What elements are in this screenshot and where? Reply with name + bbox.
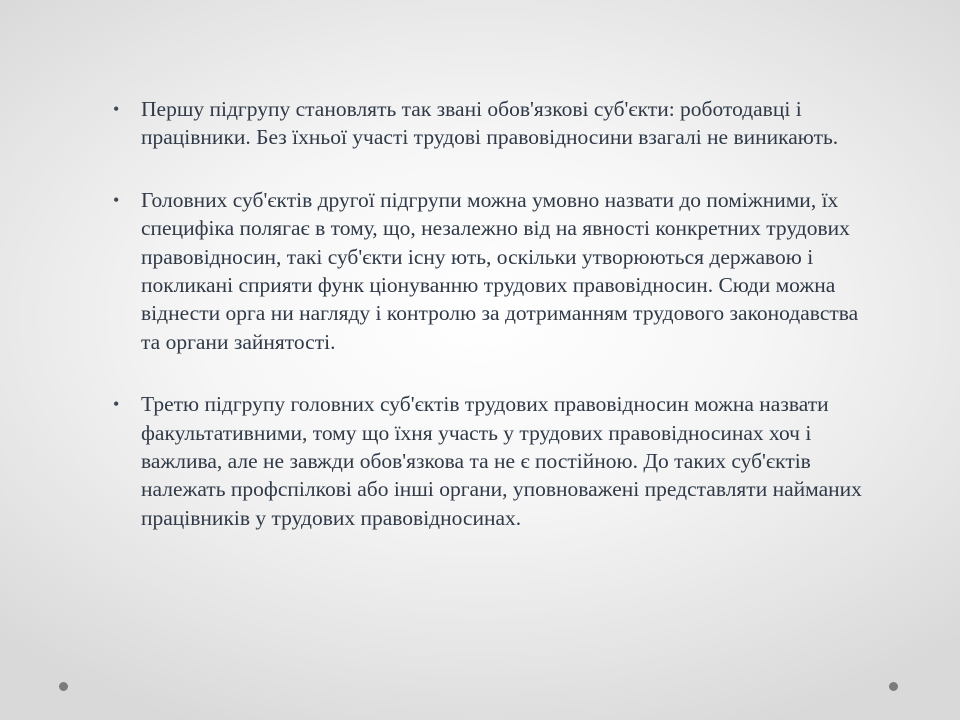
decorative-dot-right: [889, 682, 898, 691]
bullet-marker: •: [113, 99, 120, 119]
bullet-text: Третю підгрупу головних суб'єктів трудових правовідносин можна назвати факультативними, тому що їхня участь у трудових правовідносинах хоч і важлива, але не завжди обов'язкова та не є постійною. До таких суб'єктів належать профспілкові або інші органи, уповноважені представляти найманих працівників у трудових правовідносинах.: [141, 392, 862, 530]
bullet-marker: •: [113, 189, 120, 210]
bullet-list: [113, 95, 873, 566]
decorative-dot-left: [59, 682, 68, 691]
bullet-item: [113, 186, 873, 356]
bullet-marker: •: [113, 394, 120, 415]
bullet-item: [113, 95, 873, 152]
bullet-item: [113, 390, 873, 532]
bullet-text: Першу підгрупу становлять так звані обов'язкові суб'єкти: роботодавці і працівники. Без їхньої участі трудові правовідносини взагалі не виникають.: [141, 97, 839, 150]
bullet-text: Головних суб'єктів другої підгрупи можна умовно назвати до поміжними, їх специфіка полягає в тому, що, незалежно від на явності конкретних трудових правовідносин, такі суб'єкти існу ють, оскільки утворюються державою і покликані сприяти функ ціонуванню трудових правовідносин. Сюди можна віднести орга ни нагляду і контролю за дотриманням трудового законодавства та органи зайнятості.: [141, 187, 859, 354]
